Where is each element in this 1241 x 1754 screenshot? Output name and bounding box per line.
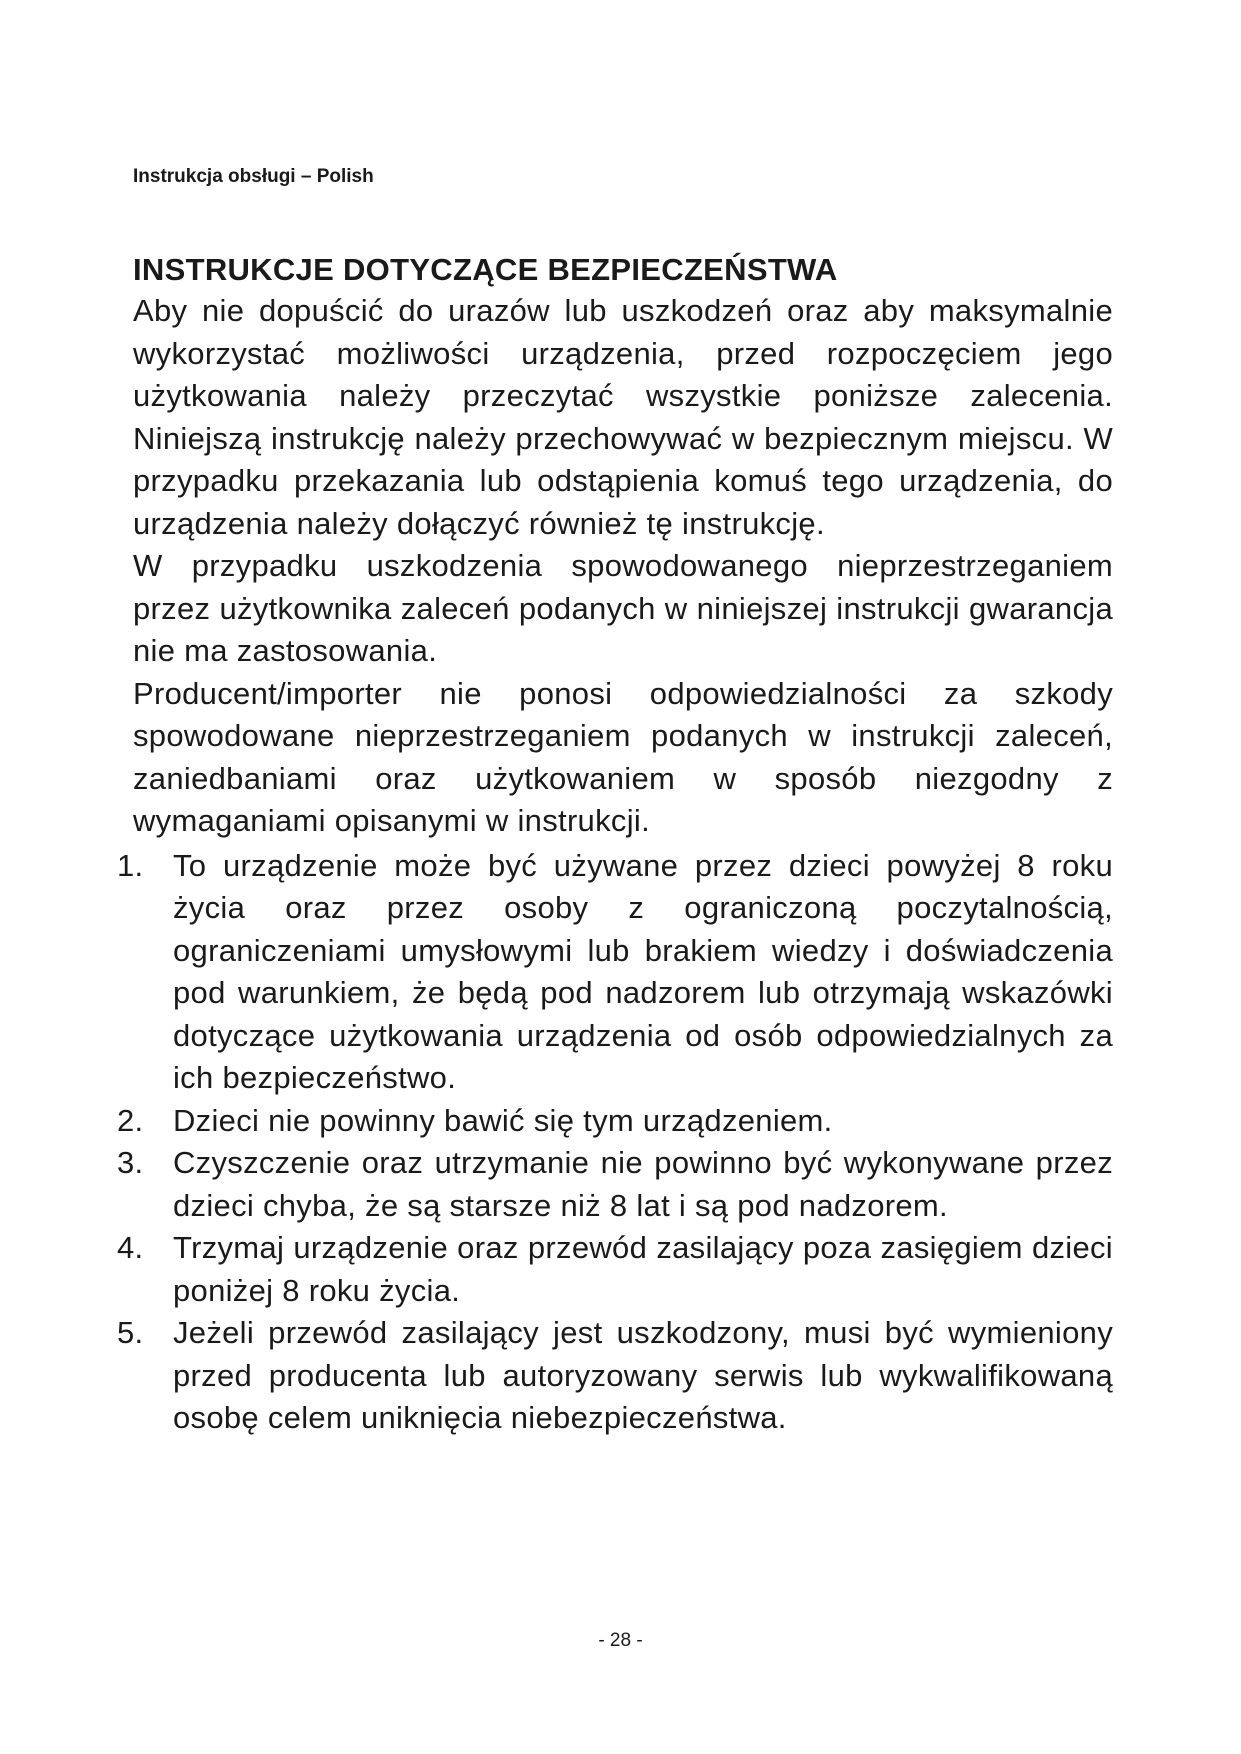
list-item-number: 1. (117, 847, 144, 883)
list-item (117, 1312, 1113, 1440)
list-item-number: 2. (117, 1102, 144, 1138)
document-header: Instrukcja obsługi – Polish (133, 166, 374, 187)
list-item (117, 1227, 1113, 1312)
list-item-number: 3. (117, 1145, 144, 1180)
page-number: - 28 - (598, 1630, 643, 1651)
list-item (117, 1142, 1113, 1227)
list-item-text: Dzieci nie powinny bawić się tym urządzeniem. (173, 1102, 833, 1138)
list-item (117, 1100, 1113, 1143)
list-item-text: Czyszczenie oraz utrzymanie nie powinno być wykonywane przez dzieci chyba, że są starsze niż 8 lat i są pod nadzorem. (173, 1145, 1113, 1223)
warranty-paragraph: W przypadku uszkodzenia spowodowanego nieprzestrzeganiem przez użytkownika zaleceń podanych w niniejszej instrukcji gwarancja nie ma zastosowania. (133, 548, 1113, 668)
list-item (117, 845, 1113, 1100)
list-item-number: 4. (117, 1230, 144, 1265)
list-item-number: 5. (117, 1315, 144, 1350)
section-title: INSTRUKCJE DOTYCZĄCE BEZPIECZEŃSTWA (133, 252, 838, 287)
safety-list (117, 845, 1113, 1440)
liability-paragraph: Producent/importer nie ponosi odpowiedzialności za szkody spowodowane nieprzestrzeganiem podanych w instrukcji zaleceń, zaniedbaniami oraz użytkowaniem w sposób niezgodny z wymaganiami opisanymi w instrukcji. (133, 675, 1113, 838)
list-item-text: Jeżeli przewód zasilający jest uszkodzony, musi być wymieniony przed producenta lub autoryzowany serwis lub wykwalifikowaną osobę celem uniknięcia niebezpieczeństwa. (173, 1315, 1113, 1435)
list-item-text: To urządzenie może być używane przez dzieci powyżej 8 roku życia oraz przez osoby z ograniczoną poczytalnością, ograniczeniami umysłowymi lub brakiem wiedzy i doświadczenia pod warunkiem, że będą pod nadzorem lub otrzymają wskazówki dotyczące użytkowania urządzenia od osób odpowiedzialnych za ich bezpieczeństwo. (173, 847, 1113, 1095)
intro-paragraph: Aby nie dopuścić do urazów lub uszkodzeń oraz aby maksymalnie wykorzystać możliwości urządzenia, przed rozpoczęciem jego użytkowania należy przeczytać wszystkie poniższe zalecenia. Niniejszą instrukcję należy przechowywać w bezpiecznym miejscu. W przypadku przekazania lub odstąpienia komuś tego urządzenia, do urządzenia należy dołączyć również tę instrukcję. (133, 293, 1113, 541)
list-item-text: Trzymaj urządzenie oraz przewód zasilający poza zasięgiem dzieci poniżej 8 roku życia. (173, 1230, 1113, 1308)
safety-section (117, 250, 1113, 1440)
